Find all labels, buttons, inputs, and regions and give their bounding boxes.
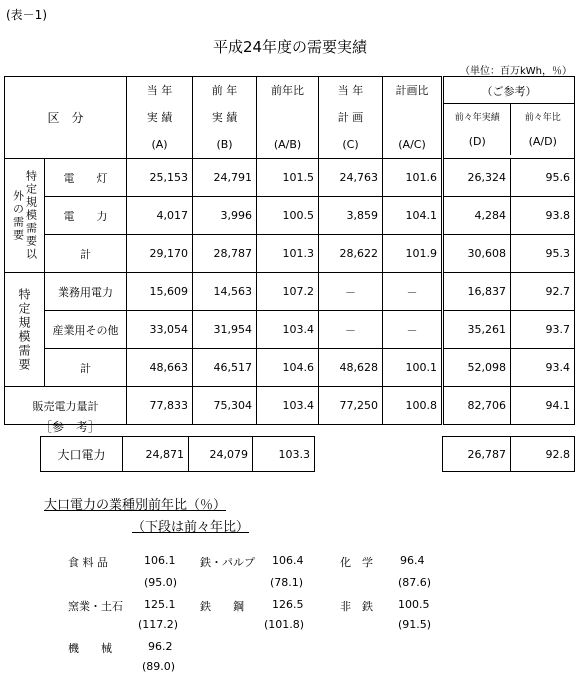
cell: 26,787	[443, 437, 511, 472]
row-label: 電 灯	[45, 159, 127, 197]
cell: 35,261	[443, 311, 511, 349]
industry-value: 100.5	[398, 598, 430, 611]
header-reference-group	[443, 77, 575, 159]
cell: 26,324	[443, 159, 511, 197]
header-row	[5, 77, 575, 159]
cell: 24,079	[189, 437, 253, 472]
cell: 25,153	[127, 159, 193, 197]
row-label: 業務用電力	[45, 273, 127, 311]
cell: 75,304	[193, 387, 257, 425]
cell: 101.5	[257, 159, 319, 197]
cell: 33,054	[127, 311, 193, 349]
group-label-specified: 特定規模需要	[5, 273, 45, 387]
cell: 92.7	[511, 273, 575, 311]
table-row	[5, 311, 575, 349]
table-row	[5, 235, 575, 273]
cell: 101.9	[383, 235, 443, 273]
page-title: 平成24年度の需要実績	[212, 38, 368, 56]
cell: 103.3	[253, 437, 315, 472]
cell: 100.5	[257, 197, 319, 235]
cell: 4,017	[127, 197, 193, 235]
industry-name: 食 料 品	[68, 556, 108, 569]
industry-title: 大口電力の業種別前年比（％）	[44, 498, 227, 513]
table-row	[5, 349, 575, 387]
table-row	[5, 159, 575, 197]
unit-note: （単位：百万kWh，％）	[459, 66, 572, 77]
cell: 29,170	[127, 235, 193, 273]
cell: 24,791	[193, 159, 257, 197]
header-two-years-ago-actual: 前々年実績 (D)	[444, 104, 511, 155]
cell: 77,250	[319, 387, 383, 425]
reference-table	[40, 436, 315, 472]
industry-value-prev: (87.6)	[398, 576, 432, 589]
industry-value: 126.5	[272, 598, 304, 611]
industry-value: 106.1	[144, 554, 176, 567]
cell: 100.1	[383, 349, 443, 387]
industry-name: 鉄 鋼	[200, 600, 244, 613]
industry-name: 化 学	[340, 556, 373, 569]
cell: 4,284	[443, 197, 511, 235]
cell: 93.8	[511, 197, 575, 235]
header-plan-ratio: 計画比 (A/C)	[383, 77, 443, 159]
cell: 14,563	[193, 273, 257, 311]
cell: 93.4	[511, 349, 575, 387]
header-yoy-ratio: 前年比 (A/B)	[257, 77, 319, 159]
cell: 24,871	[123, 437, 189, 472]
industry-subtitle: （下段は前々年比）	[132, 520, 250, 535]
cell: 82,706	[443, 387, 511, 425]
cell: 95.3	[511, 235, 575, 273]
row-label: 計	[45, 235, 127, 273]
demand-table	[4, 76, 575, 425]
industry-name: 機 械	[68, 642, 112, 655]
industry-name: 鉄・パルプ	[200, 556, 255, 569]
cell: 77,833	[127, 387, 193, 425]
header-current-plan: 当 年 計 画 (C)	[319, 77, 383, 159]
cell: －	[319, 311, 383, 349]
table-row	[41, 437, 315, 472]
header-two-years-ago-ratio: 前々年比 (A/D)	[524, 112, 561, 148]
cell: 103.4	[257, 311, 319, 349]
cell: 30,608	[443, 235, 511, 273]
group-label-non-specified: 特定規模需要以外の需要	[5, 159, 45, 273]
cell: 103.4	[257, 387, 319, 425]
header-category: 区 分	[5, 77, 127, 159]
industry-value: 125.1	[144, 598, 176, 611]
reference-label: ［参 考］	[40, 420, 101, 434]
cell: 92.8	[511, 437, 575, 472]
reference-table-secondary	[442, 436, 575, 472]
header-current-actual: 当 年 実 績 (A)	[127, 77, 193, 159]
cell: 28,622	[319, 235, 383, 273]
industry-value: 96.2	[148, 640, 173, 653]
cell: 48,663	[127, 349, 193, 387]
table-row	[443, 437, 575, 472]
row-label: 産業用その他	[45, 311, 127, 349]
industry-value-prev: (91.5)	[398, 618, 432, 631]
cell: 52,098	[443, 349, 511, 387]
cell: 101.6	[383, 159, 443, 197]
industry-value-prev: (117.2)	[138, 618, 179, 631]
cell: 16,837	[443, 273, 511, 311]
cell: 95.6	[511, 159, 575, 197]
industry-name: 窯業・土石	[68, 600, 123, 613]
industry-value: 96.4	[400, 554, 425, 567]
cell: 3,859	[319, 197, 383, 235]
table-row	[5, 273, 575, 311]
table-row	[5, 197, 575, 235]
cell: 101.3	[257, 235, 319, 273]
industry-value-prev: (95.0)	[144, 576, 178, 589]
cell: －	[383, 273, 443, 311]
cell: 15,609	[127, 273, 193, 311]
cell: 107.2	[257, 273, 319, 311]
cell: 104.1	[383, 197, 443, 235]
cell: 24,763	[319, 159, 383, 197]
industry-name: 非 鉄	[340, 600, 373, 613]
cell: 3,996	[193, 197, 257, 235]
row-label: 大口電力	[41, 437, 123, 472]
cell: 100.8	[383, 387, 443, 425]
industry-value-prev: (78.1)	[270, 576, 304, 589]
cell: 93.7	[511, 311, 575, 349]
cell: －	[319, 273, 383, 311]
header-reference: （ご参考）	[444, 81, 574, 104]
industry-value: 106.4	[272, 554, 304, 567]
table-label: (表－1)	[6, 8, 47, 22]
cell: 94.1	[511, 387, 575, 425]
row-label: 電 力	[45, 197, 127, 235]
cell: 31,954	[193, 311, 257, 349]
row-label: 販売電力量計	[5, 387, 127, 425]
industry-value-prev: (101.8)	[264, 618, 305, 631]
cell: 46,517	[193, 349, 257, 387]
industry-value-prev: (89.0)	[142, 660, 176, 673]
cell: －	[383, 311, 443, 349]
cell: 104.6	[257, 349, 319, 387]
header-previous-actual: 前 年 実 績 (B)	[193, 77, 257, 159]
cell: 48,628	[319, 349, 383, 387]
cell: 28,787	[193, 235, 257, 273]
row-label: 計	[45, 349, 127, 387]
